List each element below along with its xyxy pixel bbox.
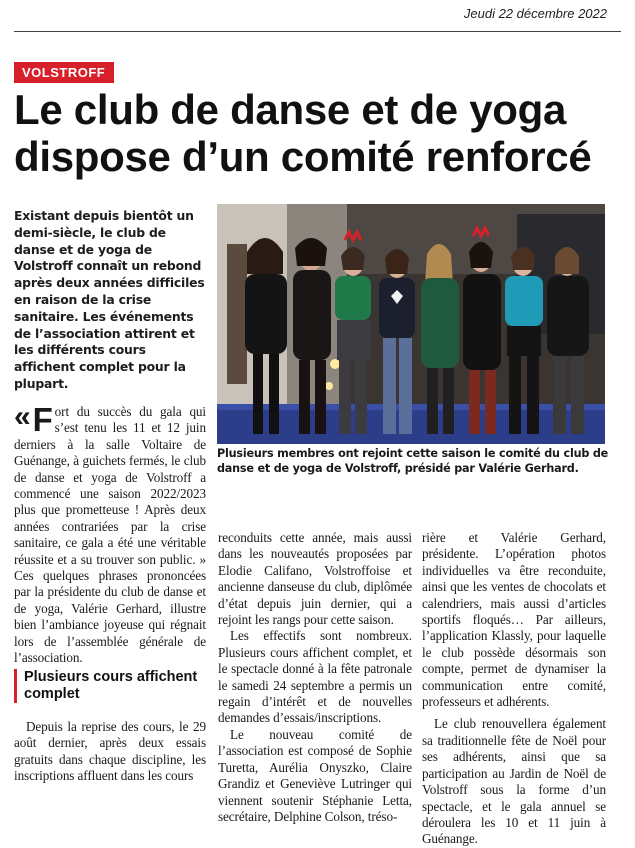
group-photo	[217, 204, 605, 444]
group-photo-illustration	[217, 204, 605, 444]
paragraph-2-start: Depuis la reprise des cours, le 29 août dernier, après deux essais gratuits dans chaque discipline, les inscriptions affluent dans les cours	[14, 719, 206, 784]
paragraph-1	[14, 400, 206, 667]
paragraph-2-continued: reconduits cette année, mais aussi dans les nouveautés proposées par Elodie Califano, Volstroffoise et ancienne danseuse du club, diplômée d’état depuis juin dernier, qui a rejoint les rangs pour cette saison.	[218, 530, 412, 628]
drop-cap: F	[32, 401, 53, 438]
section-subhead: Plusieurs cours affichent complet	[14, 669, 212, 703]
article-lead: Existant depuis bientôt un demi-siècle, le club de danse et de yoga de Volstroff connaît un rebond après deux années difficiles en raison de la crise sanitaire. Les événements de l’association attirent et les différents cours affichent complet pour la plupart.	[14, 208, 205, 391]
paragraph-1-text: ort du succès du gala qui s’est tenu les 11 et 12 juin derniers à la salle Voltaire de Guénange, à guichets fermés, le club de danse et yoga de Volstroff a commencé une saison 2022/2023 plus que prometteuse ! Après deux années contrariées par la crise sanitaire, ce gala a été une véritable réussite et a su trouver son public. » Ces quelques phrases prononcées par la présidente du club de danse et de yoga, Valérie Gerhard, illustre bien l’ambiance joyeuse qui régnait lors de l’assemblée générale de l’association.	[14, 404, 206, 666]
opening-quote-mark: «	[14, 400, 31, 433]
column-2-body	[218, 530, 412, 825]
column-1-body	[14, 400, 206, 667]
publication-date: Jeudi 22 décembre 2022	[463, 6, 607, 21]
paragraph-4-continued: rière et Valérie Gerhard, présidente. L’opération photos individuelles va être reconduite, ainsi que les ventes de chocolats et calendriers, mais aussi d’articles sportifs floqués… Par ailleurs, l’application Klassly, pour laquelle le club possède désormais son compte, permet de dynamiser la communication entre comité, professeurs et adhérents.	[422, 530, 606, 710]
header-rule	[14, 31, 621, 32]
article-headline: Le club de danse et de yoga dispose d’un comité renforcé	[14, 86, 592, 180]
paragraph-5: Le club renouvellera également sa traditionnelle fête de Noël pour ses adhérents, ainsi que sa participation au Jardin de Noël de Volstroff sous la forme d’un spectacle, et le gala annuel se déroulera les 10 et 11 juin à Guénange.	[422, 716, 606, 847]
paragraph-3: Les effectifs sont nombreux. Plusieurs cours affichent complet, et le spectacle donné à la fête patronale le samedi 24 septembre a permis un regain d’intérêt et de nouvelles demandes d’essais/inscriptions.	[218, 628, 412, 726]
location-tag: VOLSTROFF	[14, 62, 114, 83]
photo-caption: Plusieurs membres ont rejoint cette saison le comité du club de danse et de yoga de Volstroff, présidé par Valérie Gerhard.	[217, 447, 609, 475]
column-3-body	[422, 530, 606, 848]
paragraph-4-start: Le nouveau comité de l’association est composé de Sophie Turetta, Aurélia Onyszko, Claire Grandiz et Geneviève Lutringer qui viennent soutenir Stéphanie Letta, secrétaire, Delphine Colson, tréso-	[218, 726, 412, 824]
